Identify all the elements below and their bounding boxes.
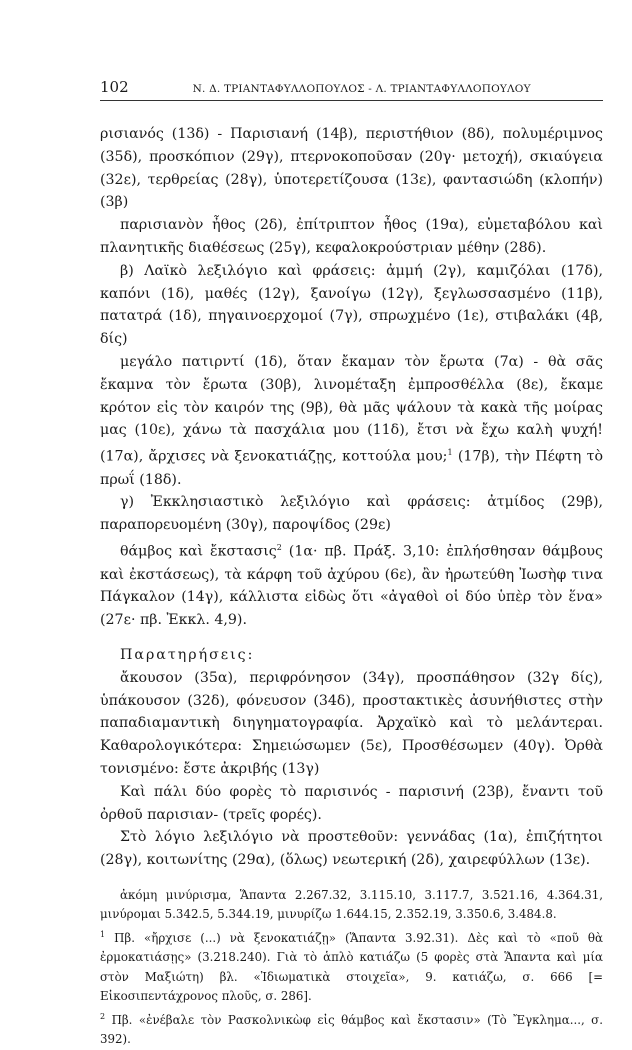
book-page — [100, 78, 603, 1050]
paragraph-9: Στὸ λόγιο λεξιλόγιο νὰ προστεθοῦν: γεννάδας (1α), ἐπιζήτητοι (28γ), κοιτωνίτης (29α), (ὅλως) νεωτερική (2δ), χαιρεφύλλων (13ε). — [100, 829, 603, 869]
paragraph-2: παρισιανὸν ἦθος (2δ), ἐπίτριπτον ἦθος (19α), εὐμεταβόλου καὶ πλανητικῆς διαθέσεως (25γ), κεφαλοκρούστριαν μέθην (28δ). — [100, 217, 603, 256]
paragraph-7: ἄκουσον (35α), περιφρόνησον (34γ), προσπάθησον (32γ δίς), ὑπάκουσον (32δ), φόνευσον (34δ), προστακτικὲς ἀσυνήθιστες στὴν παπαδιαμαντικὴ διηγηματογραφία. Ἀρχαϊκὸ καὶ τὸ μελάντεραι. Καθαρολογικότερα: Σημειώσωμεν (5ε), Προσθέσωμεν (40γ). Ὀρθὰ τονισμένο: ἔστε ἀκριβής (13γ) — [100, 669, 603, 777]
footnote-continuation: ἀκόμη μινύρισμα, Ἅπαντα 2.267.32, 3.115.10, 3.117.7, 3.521.16, 4.364.31, μινύρομαι 5.342.5, 5.344.19, μινυρίζω 1.644.15, 2.352.19, 3.350.6, 3.484.8. — [100, 887, 603, 922]
paragraph-3: β) Λαϊκὸ λεξιλόγιο καὶ φράσεις: ἀμμή (2γ), καμιζόλαι (17δ), καπόνι (1δ), μαθές (12γ), ξανοίγω (12γ), ξεγλωσσασμένο (11β), πατατρά (1δ), πηγαινοερχομοί (7γ), σπρωχμένο (1ε), στιβαλάκι (4β, δίς) — [100, 262, 603, 348]
paragraph-1: ρισιανός (13δ) - Παρισιανή (14β), περιστήθιον (8δ), πολυμέριμνος (35δ), προσκόπιον (29γ), πτερνοκοποῦσαν (20γ· μετοχή), σκιαύγεια (32ε), τερθρείας (28γ), ὑποτερετίζουσα (13ε), φαντασιώδη (κλοπήν) (3β) — [100, 126, 603, 211]
footnote-ref-2: 2 — [276, 543, 282, 553]
remarks-heading: Παρατηρήσεις: — [120, 647, 255, 663]
paragraph-6-text: θάμβος καὶ ἔκστασις — [120, 543, 277, 560]
footnote-2-text: Πβ. «ἐνέβαλε τὸν Ρασκολνικὼφ εἰς θάμβος καὶ ἔκστασιν» (Τὸ Ἔγκλημα..., σ. 392). — [100, 1012, 603, 1047]
footnote-1-text: Πβ. «ἤρχισε (...) νὰ ξενοκατιάζῃ» (Ἅπαντα 3.92.31). Δὲς καὶ τὸ «ποῦ θὰ ἐρμοκατιάσῃς» (3.218.240). Γιὰ τὸ ἁπλὸ κατιάζω (5 φορὲς στὰ Ἅπαντα καὶ μία στὸν Μαξιώτη) βλ. «Ἰδιωματικὰ στοιχεῖα», 9. κατιάζω, σ. 666 [= Εἰκοσιπεντάχρονος πλοῦς, σ. 286]. — [100, 930, 603, 1004]
page-header — [100, 78, 603, 101]
paragraph-4-text: μεγάλο πατιρντί (1δ), ὅταν ἔκαμαν τὸν ἔρωτα (7α) - θὰ σᾶς ἔκαμνα τὸν ἔρωτα (30β), λινομέταξη ἐμπροσθέλλα (8ε), ἔκαμε κρότον εἰς τὸν καιρόν της (9β), θὰ μᾶς ψάλουν τὰ κακὰ τῆς μοίρας μας (10ε), χάνω τὰ πασχάλια μου (11δ), ἔτσι νὰ ἔχω καλὴ ψυχή! (17α), ἄρχισες νὰ ξενοκατιάζῃς, κοττούλα μου; — [100, 353, 603, 465]
footnote-2-mark: 2 — [100, 1011, 106, 1021]
main-text — [100, 123, 603, 872]
footnotes — [100, 886, 603, 1050]
footnote-2 — [100, 1007, 603, 1050]
page-number: 102 — [100, 78, 129, 96]
footnote-ref-1: 1 — [447, 448, 453, 458]
paragraph-4 — [100, 351, 603, 492]
paragraph-8: Καὶ πάλι δύο φορὲς τὸ παρισινός - παρισινή (23β), ἔναντι τοῦ ὀρθοῦ παρισιαν- (τρεῖς φορές). — [100, 783, 603, 823]
paragraph-4-tail: (17β), τὴν Πέφτη τὸ πρωΐ (18δ). — [100, 448, 603, 488]
paragraph-5: γ) Ἐκκλησιαστικὸ λεξιλόγιο καὶ φράσεις: ἀτμίδος (29β), παραπορευομένη (30γ), παροψίδος (29ε) — [100, 494, 603, 534]
footnote-1-mark: 1 — [100, 929, 106, 939]
paragraph-6-tail: (1α· πβ. Πράξ. 3,10: ἐπλήσθησαν θάμβους καὶ ἐκστάσεως), τὰ κάρφη τοῦ ἀχύρου (6ε), ἂν ἠρωτεύθη Ἰωσὴφ τινα Πάγκαλον (14γ), κάλλιστα εἰδὼς ὅτι «ἀγαθοὶ οἱ δύο ὑπὲρ τὸν ἕνα» (27ε· πβ. Ἐκκλ. 4,9). — [100, 543, 603, 629]
footnote-1 — [100, 925, 603, 1007]
paragraph-6 — [100, 537, 603, 632]
running-head: Ν. Δ. ΤΡΙΑΝΤΑΦΥΛΛΟΠΟΥΛΟΣ - Λ. ΤΡΙΑΝΤΑΦΥΛΛΟΠΟΥΛΟΥ — [192, 83, 531, 95]
